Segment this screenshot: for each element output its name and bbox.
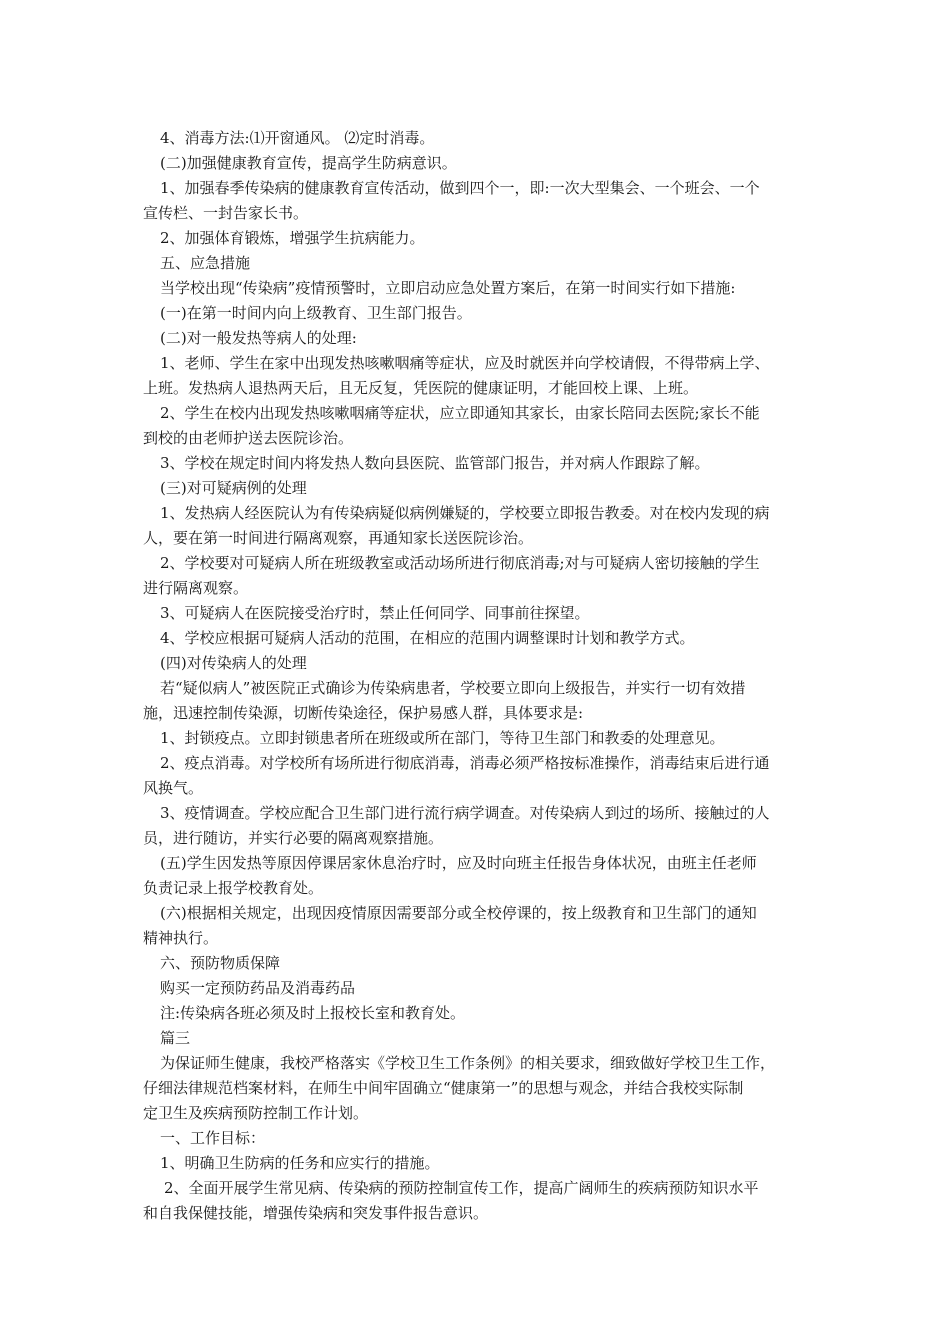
text-line: 上班。发热病人退热两天后，且无反复，凭医院的健康证明，才能回校上课、上班。 [143, 379, 699, 397]
text-line: 精神执行。 [143, 929, 219, 947]
text-line: 1、明确卫生防病的任务和应实行的措施。 [160, 1154, 440, 1172]
text-line: (一)在第一时间内向上级教育、卫生部门报告。 [160, 304, 472, 322]
section-heading: 五、应急措施 [160, 254, 251, 272]
section-heading: 六、预防物质保障 [160, 954, 281, 972]
text-line: 2、疫点消毒。对学校所有场所进行彻底消毒，消毒必须严格按标准操作，消毒结束后进行通 [160, 754, 770, 772]
text-line: 1、老师、学生在家中出现发热咳嗽咽痛等症状，应及时就医并向学校请假，不得带病上学、 [160, 354, 770, 372]
text-line: (六)根据相关规定，出现因疫情原因需要部分或全校停课的，按上级教育和卫生部门的通知 [160, 904, 757, 922]
subsection-heading: (二)对一般发热等病人的处理: [160, 329, 357, 347]
text-line: 4、消毒方法:⑴开窗通风。 ⑵定时消毒。 [160, 129, 435, 147]
section-heading: 一、工作目标： [160, 1129, 266, 1147]
text-line: 定卫生及疾病预防控制工作计划。 [143, 1104, 369, 1122]
text-line: 员，进行随访，并实行必要的隔离观察措施。 [143, 829, 444, 847]
text-line: 2、全面开展学生常见病、传染病的预防控制宣传工作，提高广阔师生的疾病预防知识水平 [164, 1179, 759, 1197]
text-line: 3、疫情调查。学校应配合卫生部门进行流行病学调查。对传染病人到过的场所、接触过的人 [160, 804, 770, 822]
text-line: 为保证师生健康，我校严格落实《学校卫生工作条例》的相关要求，细致做好学校卫生工作， [160, 1054, 776, 1072]
text-line: 3、可疑病人在医院接受治疗时，禁止任何同学、同事前往探望。 [160, 604, 590, 622]
text-line: 负责记录上报学校教育处。 [143, 879, 324, 897]
text-line: (二)加强健康教育宣传，提高学生防病意识。 [160, 154, 457, 172]
text-line: 注:传染病各班必须及时上报校长室和教育处。 [160, 1004, 466, 1022]
text-line: 3、学校在规定时间内将发热人数向县医院、监管部门报告，并对病人作跟踪了解。 [160, 454, 710, 472]
text-line: (五)学生因发热等原因停课居家休息治疗时，应及时向班主任报告身体状况，由班主任老师 [160, 854, 757, 872]
subsection-heading: (四)对传染病人的处理 [160, 654, 307, 672]
text-line: 1、加强春季传染病的健康教育宣传活动，做到四个一，即:一次大型集会、一个班会、一个 [160, 179, 760, 197]
text-line: 若“疑似病人”被医院正式确诊为传染病患者，学校要立即向上级报告，并实行一切有效措 [160, 679, 746, 697]
text-line: 宣传栏、一封告家长书。 [143, 204, 309, 222]
text-line: 购买一定预防药品及消毒药品 [160, 979, 356, 997]
text-line: 2、学生在校内出现发热咳嗽咽痛等症状，应立即通知其家长，由家长陪同去医院;家长不能 [160, 404, 760, 422]
text-line: 1、封锁疫点。立即封锁患者所在班级或所在部门，等待卫生部门和教委的处理意见。 [160, 729, 725, 747]
text-line: 1、发热病人经医院认为有传染病疑似病例嫌疑的，学校要立即报告教委。对在校内发现的病 [160, 504, 770, 522]
text-line: 和自我保健技能，增强传染病和突发事件报告意识。 [143, 1204, 489, 1222]
text-line: 风换气。 [143, 779, 204, 797]
text-line: 人，要在第一时间进行隔离观察，再通知家长送医院诊治。 [143, 529, 534, 547]
subsection-heading: (三)对可疑病例的处理 [160, 479, 307, 497]
text-line: 2、加强体育锻炼，增强学生抗病能力。 [160, 229, 425, 247]
text-line: 进行隔离观察。 [143, 579, 249, 597]
text-line: 到校的由老师护送去医院诊治。 [143, 429, 354, 447]
text-line: 仔细法律规范档案材料，在师生中间牢固确立“健康第一”的思想与观念，并结合我校实际制 [143, 1079, 744, 1097]
text-line: 4、学校应根据可疑病人活动的范围，在相应的范围内调整课时计划和教学方式。 [160, 629, 695, 647]
text-line: 施，迅速控制传染源，切断传染途径，保护易感人群，具体要求是: [143, 704, 584, 722]
part-heading: 篇三 [160, 1029, 191, 1047]
text-line: 2、学校要对可疑病人所在班级教室或活动场所进行彻底消毒;对与可疑病人密切接触的学生 [160, 554, 760, 572]
text-line: 当学校出现“传染病”疫情预警时，立即启动应急处置方案后，在第一时间实行如下措施: [160, 279, 736, 297]
